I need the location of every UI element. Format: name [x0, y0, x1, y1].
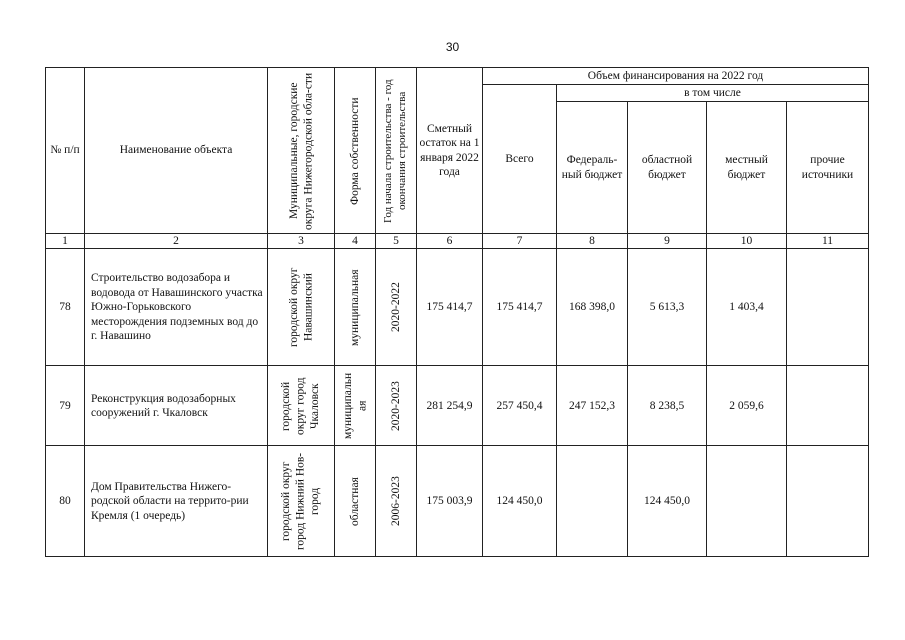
row-ownership-text: муниципальная: [348, 269, 361, 346]
row-regional: 8 238,5: [628, 366, 707, 446]
header-years: [376, 68, 417, 234]
row-municipality-text: городской округ город Чкаловск: [280, 377, 322, 435]
header-estimate: Сметный остаток на 1 января 2022 года: [417, 68, 483, 234]
row-ownership-text: муниципальн ая: [341, 372, 368, 439]
row-years: [376, 366, 417, 446]
row-num: 80: [46, 446, 85, 557]
table-row: [46, 446, 869, 557]
row-years: [376, 249, 417, 366]
row-local: 2 059,6: [707, 366, 787, 446]
row-municipality: [268, 366, 335, 446]
row-federal: 247 152,3: [557, 366, 628, 446]
column-number: 8: [557, 234, 628, 249]
row-total: 257 450,4: [483, 366, 557, 446]
row-ownership: [335, 366, 376, 446]
header-municipality: [268, 68, 335, 234]
row-estimate: 175 414,7: [417, 249, 483, 366]
header-funding-group: Объем финансирования на 2022 год: [483, 68, 869, 85]
row-total: 175 414,7: [483, 249, 557, 366]
header-local: местный бюджет: [707, 102, 787, 234]
row-federal: 168 398,0: [557, 249, 628, 366]
row-other: [787, 366, 869, 446]
header-num: № п/п: [46, 68, 85, 234]
row-regional: 124 450,0: [628, 446, 707, 557]
header-total: Всего: [483, 85, 557, 234]
column-number: 9: [628, 234, 707, 249]
row-ownership-text: областная: [348, 476, 361, 526]
row-local: 1 403,4: [707, 249, 787, 366]
row-estimate: 281 254,9: [417, 366, 483, 446]
column-number: 2: [85, 234, 268, 249]
row-num: 78: [46, 249, 85, 366]
row-municipality-text: городской округ Навашинский: [287, 267, 314, 348]
row-municipality: [268, 249, 335, 366]
row-municipality: [268, 446, 335, 557]
column-number-row: [46, 234, 869, 249]
column-number: 10: [707, 234, 787, 249]
row-estimate: 175 003,9: [417, 446, 483, 557]
header-other: прочие источники: [787, 102, 869, 234]
financing-table: [45, 67, 869, 557]
row-name: Реконструкция водозаборных сооружений г. Чкаловск: [85, 366, 268, 446]
row-ownership: [335, 249, 376, 366]
row-local: [707, 446, 787, 557]
column-number: 1: [46, 234, 85, 249]
row-years-text: 2020-2023: [389, 380, 402, 431]
row-years-text: 2006-2023: [389, 476, 402, 527]
header-ownership-text: Форма собственности: [348, 96, 361, 205]
header-federal: Федераль-ный бюджет: [557, 102, 628, 234]
row-total: 124 450,0: [483, 446, 557, 557]
column-number: 6: [417, 234, 483, 249]
column-number: 4: [335, 234, 376, 249]
row-ownership: [335, 446, 376, 557]
row-federal: [557, 446, 628, 557]
row-name: Строительство водозабора и водовода от Навашинского участка Южно-Горьковского месторождения подземных вод до г. Навашино: [85, 249, 268, 366]
column-number: 11: [787, 234, 869, 249]
header-name: Наименование объекта: [85, 68, 268, 234]
header-ownership: [335, 68, 376, 234]
page-number: 30: [445, 40, 460, 54]
row-regional: 5 613,3: [628, 249, 707, 366]
table-row: [46, 366, 869, 446]
table-row: [46, 249, 869, 366]
header-regional: областной бюджет: [628, 102, 707, 234]
column-number: 3: [268, 234, 335, 249]
row-num: 79: [46, 366, 85, 446]
row-years-text: 2020-2022: [389, 282, 402, 333]
row-name: Дом Правительства Нижего-родской области на террито-рии Кремля (1 очередь): [85, 446, 268, 557]
header-years-text: Год начала строительства - год окончания строительства: [382, 78, 408, 223]
column-number: 5: [376, 234, 417, 249]
row-years: [376, 446, 417, 557]
header-municipality-text: Муниципальные, городские округа Нижегородской обла-сти: [287, 71, 314, 230]
column-number: 7: [483, 234, 557, 249]
row-other: [787, 249, 869, 366]
row-municipality-text: городской округ город Нижний Нов-город: [280, 452, 322, 550]
header-including: в том числе: [557, 85, 869, 102]
row-other: [787, 446, 869, 557]
